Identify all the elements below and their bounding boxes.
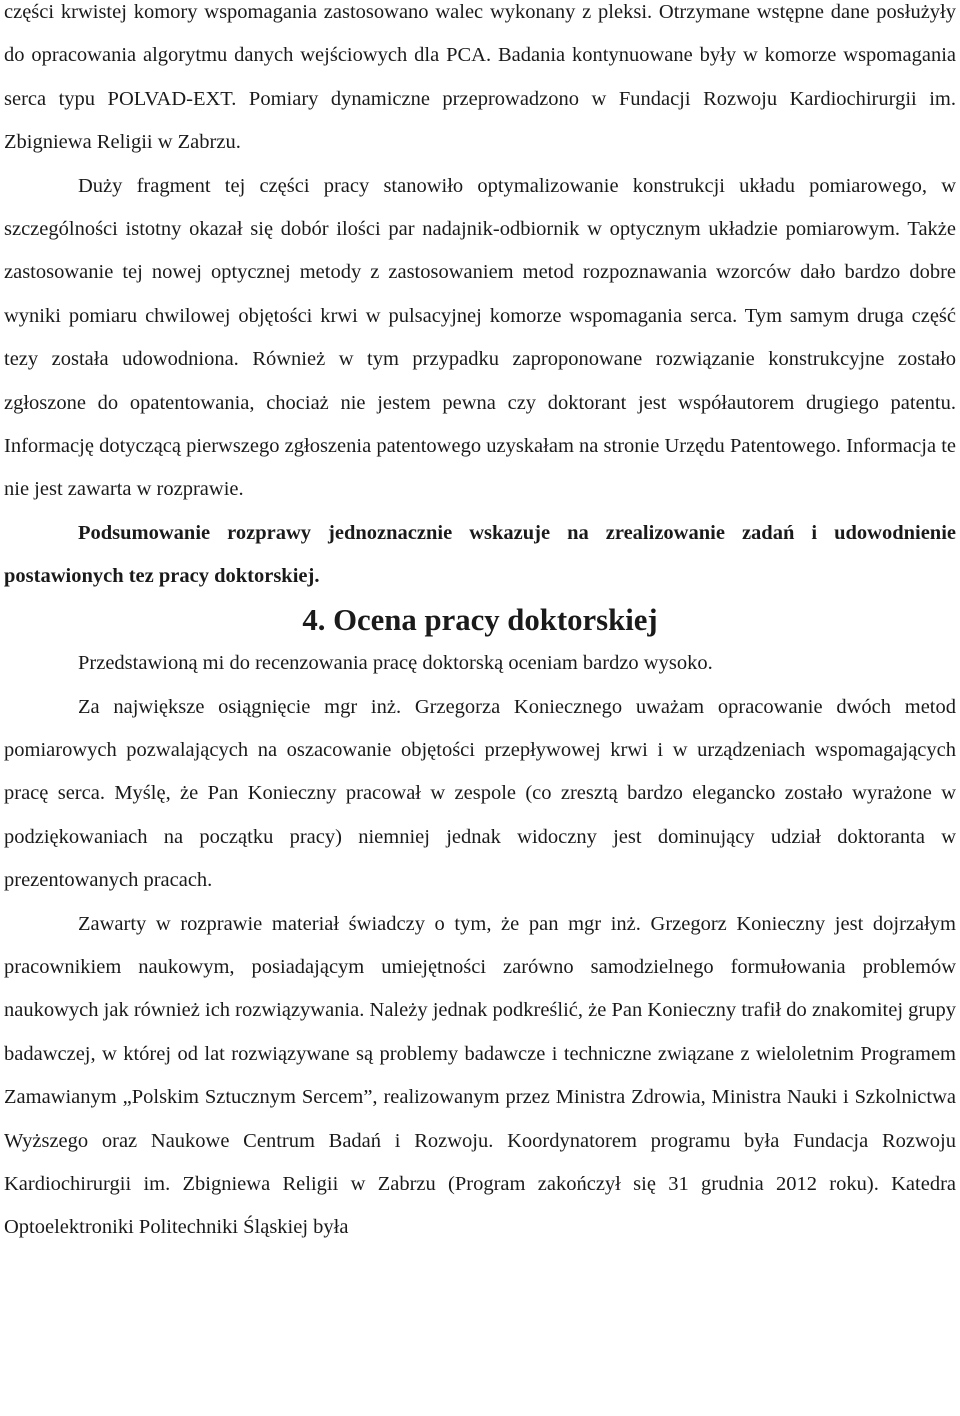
section-heading: 4. Ocena pracy doktorskiej: [302, 602, 658, 637]
paragraph-maturity: Zawarty w rozprawie materiał świadczy o tym, że pan mgr inż. Grzegorz Konieczny jest dojrzałym pracownikiem naukowym, posiadającym umiejętności zarówno samodzielnego formułowania problemów naukowych jak również ich rozwiązywania. Należy jednak podkreślić, że Pan Konieczny trafił do znakomitej grupy badawczej, w której od lat rozwiązywane są problemy badawcze i techniczne związane z wieloletnim Programem Zamawianym „Polskim Sztucznym Sercem”, realizowanym przez Ministra Zdrowia, Ministra Nauki i Szkolnictwa Wyższego oraz Naukowe Centrum Badań i Rozwoju. Koordynatorem programu była Fundacja Rozwoju Kardiochirurgii im. Zbigniewa Religii w Zabrzu (Program zakończył się 31 grudnia 2012 roku). Katedra Optoelektroniki Politechniki Śląskiej była: [4, 912, 956, 1239]
paragraph-assessment: Przedstawioną mi do recenzowania pracę doktorską oceniam bardzo wysoko.: [78, 652, 713, 675]
paragraph-summary: Podsumowanie rozprawy jednoznacznie wskazuje na zrealizowanie zadań i udowodnienie postawionych tez pracy doktorskiej.: [4, 521, 956, 588]
paragraph-measurement-intro: części krwistej komory wspomagania zastosowano walec wykonany z pleksi. Otrzymane wstępne dane posłużyły do opracowania algorytmu danych wejściowych dla PCA. Badania kontynuowane były w komorze wspomagania serca typu POLVAD-EXT. Pomiary dynamiczne przeprowadzono w Fundacji Rozwoju Kardiochirurgii im. Zbigniewa Religii w Zabrzu.: [4, 1, 956, 154]
paragraph-optimization: Duży fragment tej części pracy stanowiło optymalizowanie konstrukcji układu pomiarowego, w szczególności istotny okazał się dobór ilości par nadajnik-odbiornik w optycznym układzie pomiarowym. Także zastosowanie tej nowej optycznej metody z zastosowaniem metod rozpoznawania wzorców dało bardzo dobre wyniki pomiaru chwilowej objętości krwi w pulsacyjnej komorze wspomagania serca. Tym samym druga część tezy została udowodniona. Również w tym przypadku zaproponowane rozwiązanie konstrukcyjne zostało zgłoszone do opatentowania, chociaż nie jestem pewna czy doktorant jest współautorem drugiego patentu. Informację dotyczącą pierwszego zgłoszenia patentowego uzyskałam na stronie Urzędu Patentowego. Informacja te nie jest zawarta w rozprawie.: [4, 174, 956, 501]
paragraph-achievement: Za największe osiągnięcie mgr inż. Grzegorza Koniecznego uważam opracowanie dwóch metod pomiarowych pozwalających na oszacowanie objętości przepływowej krwi i w urządzeniach wspomagających pracę serca. Myślę, że Pan Konieczny pracował w zespole (co zresztą bardzo elegancko zostało wyrażone w podziękowaniach na początku pracy) niemniej jednak widoczny jest dominujący udział doktoranta w prezentowanych pracach.: [4, 695, 956, 892]
